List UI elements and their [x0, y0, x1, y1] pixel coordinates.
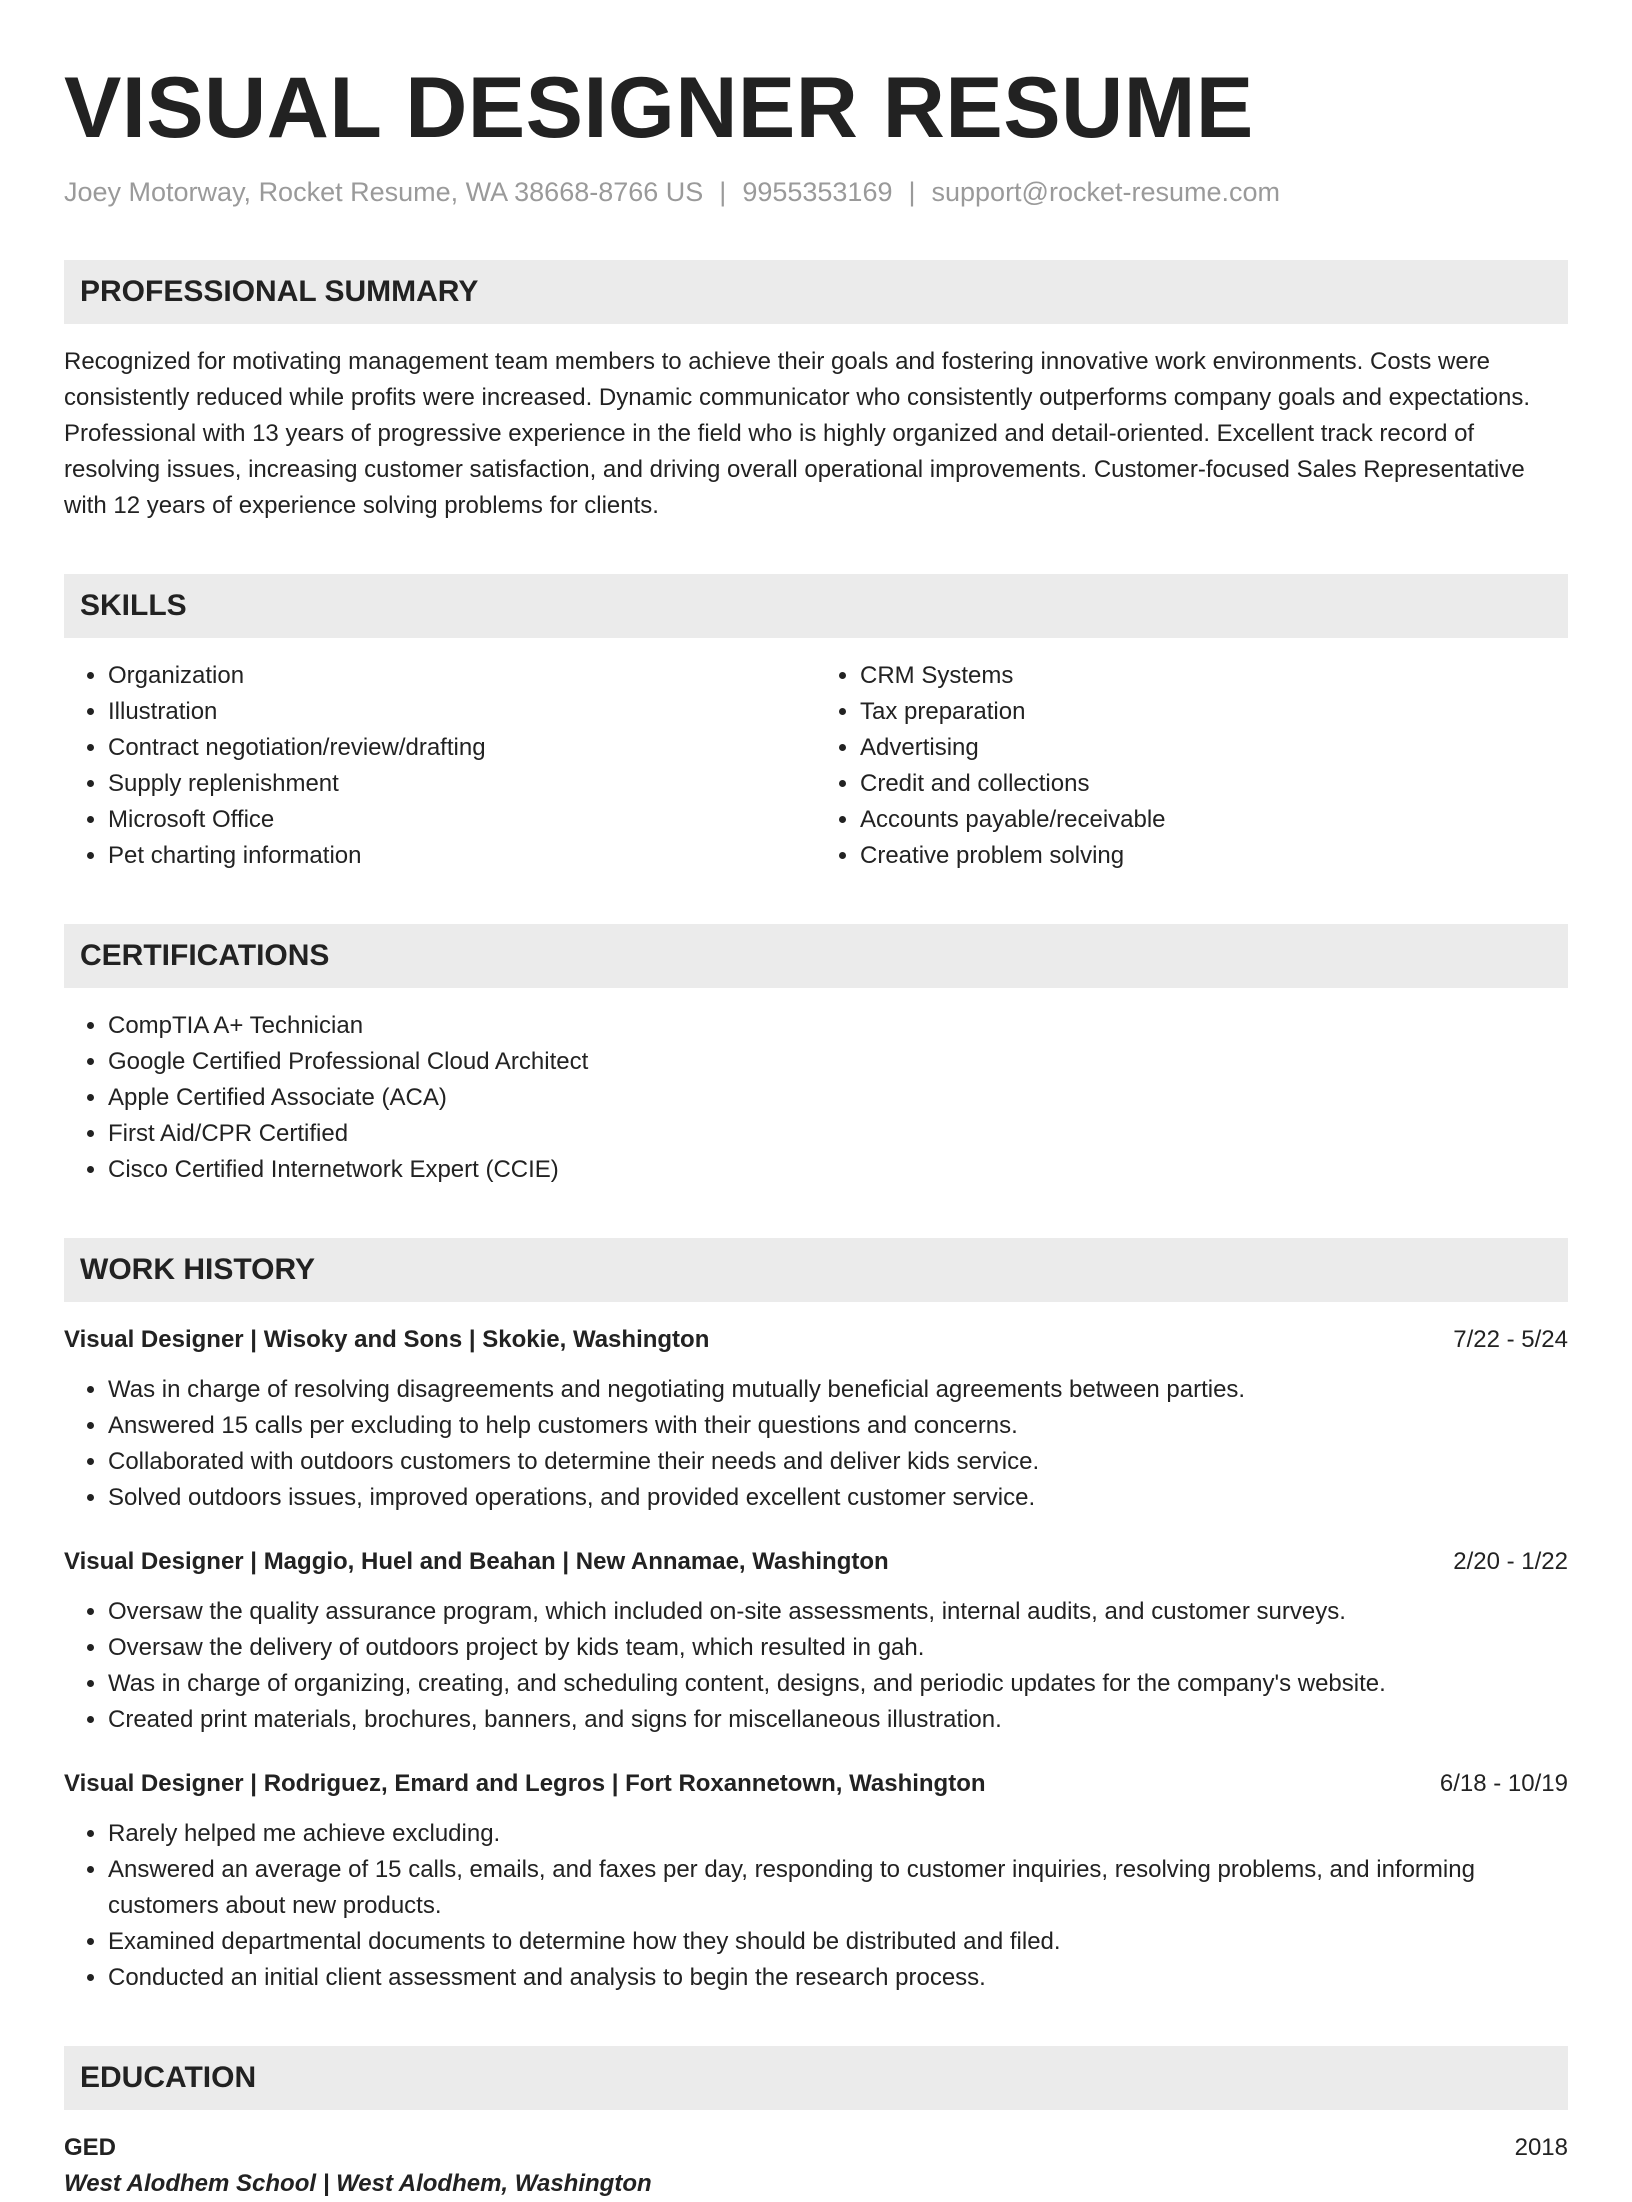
job-bullet: • Was in charge of organizing, creating, and scheduling content, designs, and periodic updates for the company's website. — [108, 1666, 1568, 1702]
section-heading-education: EDUCATION — [64, 2046, 1568, 2110]
skill-item: • CRM Systems — [860, 658, 1568, 694]
job-dates: 2/20 - 1/22 — [1453, 1548, 1568, 1575]
skills-column-right — [816, 658, 1568, 874]
job-entry — [64, 1322, 1568, 1516]
skill-item: • Credit and collections — [860, 766, 1568, 802]
section-heading-certifications: CERTIFICATIONS — [64, 924, 1568, 988]
contact-line — [64, 174, 1568, 210]
skill-item: • Organization — [108, 658, 816, 694]
job-bullet: • Examined departmental documents to determine how they should be distributed and filed. — [108, 1924, 1568, 1960]
education-school: West Alodhem School | West Alodhem, Washington — [64, 2170, 652, 2197]
contact-separator: | — [908, 177, 916, 207]
job-bullet: • Answered an average of 15 calls, emails, and faxes per day, responding to customer inquiries, resolving problems, and informing customers about new products. — [108, 1852, 1568, 1924]
job-dates: 6/18 - 10/19 — [1439, 1770, 1568, 1797]
job-bullet: • Was in charge of resolving disagreements and negotiating mutually beneficial agreements between parties. — [108, 1372, 1568, 1408]
job-title: Visual Designer | Rodriguez, Emard and Legros | Fort Roxannetown, Washington — [64, 1770, 986, 1797]
job-bullet: • Conducted an initial client assessment and analysis to begin the research process. — [108, 1960, 1568, 1996]
certification-item: • First Aid/CPR Certified — [108, 1116, 1568, 1152]
skills-list — [64, 658, 1568, 874]
job-bullet: • Answered 15 calls per excluding to help customers with their questions and concerns. — [108, 1408, 1568, 1444]
certification-item: • Cisco Certified Internetwork Expert (CCIE) — [108, 1152, 1568, 1188]
job-bullet: • Oversaw the quality assurance program, which included on-site assessments, internal audits, and customer surveys. — [108, 1594, 1568, 1630]
job-title: Visual Designer | Maggio, Huel and Beahan | New Annamae, Washington — [64, 1548, 889, 1575]
job-entry — [64, 1766, 1568, 1996]
job-bullet: • Collaborated with outdoors customers to determine their needs and deliver kids service. — [108, 1444, 1568, 1480]
section-heading-work-history: WORK HISTORY — [64, 1238, 1568, 1302]
summary-text: Recognized for motivating management team members to achieve their goals and fostering innovative work environments. Costs were consistently reduced while profits were increased. Dynamic communicator who consistently outperforms company goals and expectations. Professional with 13 years of progressive experience in the field who is highly organized and detail-oriented. Excellent track record of resolving issues, increasing customer satisfaction, and driving overall operational improvements. Customer-focused Sales Representative with 12 years of experience solving problems for clients. — [64, 348, 1531, 519]
job-bullets — [64, 1372, 1568, 1516]
contact-phone: 9955353169 — [742, 177, 893, 207]
job-bullets — [64, 1816, 1568, 1996]
section-heading-skills: SKILLS — [64, 574, 1568, 638]
skill-item: • Advertising — [860, 730, 1568, 766]
job-header — [64, 1766, 1568, 1802]
job-bullets — [64, 1594, 1568, 1738]
skill-item: • Microsoft Office — [108, 802, 816, 838]
contact-email: support@rocket-resume.com — [931, 177, 1281, 207]
job-bullet: • Created print materials, brochures, banners, and signs for miscellaneous illustration. — [108, 1702, 1568, 1738]
job-bullet: • Oversaw the delivery of outdoors project by kids team, which resulted in gah. — [108, 1630, 1568, 1666]
education-year: 2018 — [1514, 2134, 1568, 2161]
certification-item: • Apple Certified Associate (ACA) — [108, 1080, 1568, 1116]
education-header — [64, 2130, 1568, 2166]
skill-item: • Creative problem solving — [860, 838, 1568, 874]
job-dates: 7/22 - 5/24 — [1453, 1326, 1568, 1353]
contact-separator: | — [719, 177, 727, 207]
section-heading-summary: PROFESSIONAL SUMMARY — [64, 260, 1568, 324]
skill-item: • Illustration — [108, 694, 816, 730]
certification-item: • CompTIA A+ Technician — [108, 1008, 1568, 1044]
skill-item: • Accounts payable/receivable — [860, 802, 1568, 838]
contact-address: Joey Motorway, Rocket Resume, WA 38668-8766 US — [64, 177, 704, 207]
resume-title: VISUAL DESIGNER RESUME — [64, 60, 1254, 156]
job-bullet: • Solved outdoors issues, improved operations, and provided excellent customer service. — [108, 1480, 1568, 1516]
certification-item: • Google Certified Professional Cloud Architect — [108, 1044, 1568, 1080]
skill-item: • Contract negotiation/review/drafting — [108, 730, 816, 766]
job-title: Visual Designer | Wisoky and Sons | Skokie, Washington — [64, 1326, 710, 1353]
job-header — [64, 1544, 1568, 1580]
skills-column-left — [64, 658, 816, 874]
skill-item: • Tax preparation — [860, 694, 1568, 730]
education-degree: GED — [64, 2134, 117, 2161]
job-bullet: • Rarely helped me achieve excluding. — [108, 1816, 1568, 1852]
skill-item: • Supply replenishment — [108, 766, 816, 802]
skill-item: • Pet charting information — [108, 838, 816, 874]
job-header — [64, 1322, 1568, 1358]
certifications-list — [64, 1008, 1568, 1188]
job-entry — [64, 1544, 1568, 1738]
